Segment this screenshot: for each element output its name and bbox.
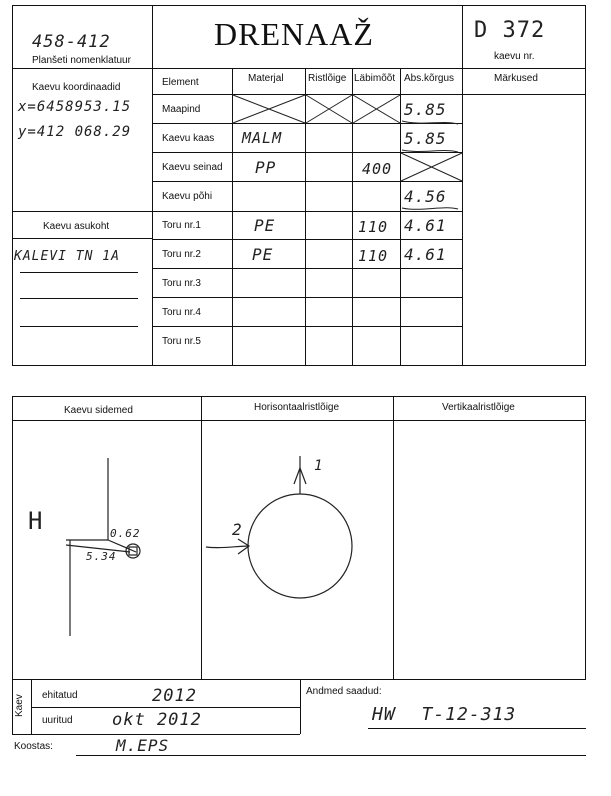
pipe-1-label: 1 <box>314 458 324 474</box>
well-number-label: kaevu nr. <box>494 51 535 62</box>
cell-material: MALM <box>242 129 283 147</box>
cell-material: PE <box>254 216 276 235</box>
col-header-element: Element <box>162 77 199 88</box>
sheet-number: 458-412 <box>32 32 111 52</box>
row-element: Toru nr.5 <box>162 336 201 347</box>
h-mark: H <box>28 507 44 535</box>
cell-diameter: 110 <box>358 218 389 236</box>
row-element: Toru nr.2 <box>162 249 201 260</box>
location-value: KALEVI TN 1A <box>14 249 120 264</box>
page-title: DRENAAŽ <box>214 16 374 52</box>
data-source-label: Andmed saadud: <box>306 686 382 697</box>
col-header-abs: Abs.kõrgus <box>404 73 455 84</box>
row-element: Maapind <box>162 104 201 115</box>
surveyed-label: uuritud <box>42 715 73 726</box>
cell-abs: 4.61 <box>404 216 447 235</box>
well-number: D 372 <box>474 18 546 43</box>
cell-abs: 4.56 <box>404 187 447 206</box>
well-label: Kaev <box>14 694 25 717</box>
built-value: 2012 <box>152 686 197 706</box>
cell-diameter: 110 <box>358 247 389 265</box>
col-header-notes: Märkused <box>494 73 538 84</box>
cell-material: PE <box>252 245 274 264</box>
author-value: M.EPS <box>116 736 170 755</box>
sketch-label-vertical: Vertikaalristlõige <box>442 402 515 413</box>
sketch-label-connections: Kaevu sidemed <box>64 405 133 416</box>
surveyed-value: okt 2012 <box>112 710 202 730</box>
distance-2: 5.34 <box>86 550 117 563</box>
col-header-material: Materjal <box>248 73 284 84</box>
author-label: Koostas: <box>14 741 53 752</box>
row-element: Toru nr.1 <box>162 220 201 231</box>
row-element: Kaevu seinad <box>162 162 223 173</box>
data-source-value: HW T-12-313 <box>372 704 517 725</box>
cell-diameter: 400 <box>362 160 393 178</box>
built-label: ehitatud <box>42 690 78 701</box>
sketch-label-horizontal: Horisontaalristlõige <box>254 402 340 413</box>
location-label: Kaevu asukoht <box>43 221 110 232</box>
row-element: Toru nr.3 <box>162 278 201 289</box>
coordinate-y: y=412 068.29 <box>18 124 132 140</box>
pipe-2-label: 2 <box>232 520 243 539</box>
col-header-section: Ristlõige <box>308 73 347 84</box>
col-header-diameter: Läbimõõt <box>354 73 396 84</box>
coordinate-x: x=6458953.15 <box>18 99 132 115</box>
cell-abs: 4.61 <box>404 245 447 264</box>
row-element: Kaevu põhi <box>162 191 213 202</box>
cell-material: PP <box>255 158 277 177</box>
sheet-label: Planšeti nomenklatuur <box>32 55 131 66</box>
coordinates-label: Kaevu koordinaadid <box>32 82 121 93</box>
row-element: Kaevu kaas <box>162 133 215 144</box>
cell-abs: 5.85 <box>404 129 447 148</box>
row-element: Toru nr.4 <box>162 307 201 318</box>
cell-abs: 5.85 <box>404 100 447 119</box>
distance-1: 0.62 <box>110 527 141 540</box>
